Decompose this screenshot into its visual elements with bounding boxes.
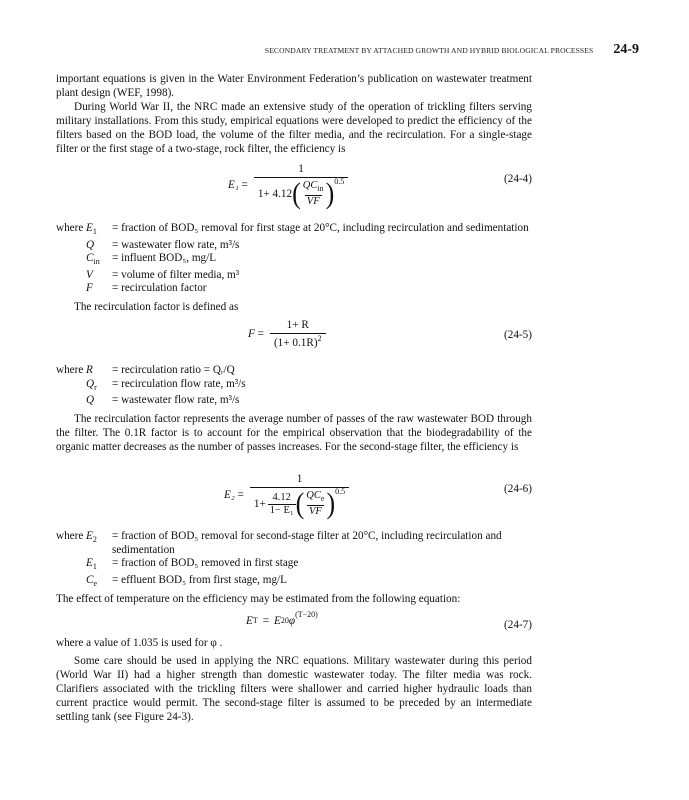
definitions-3 [56, 530, 532, 590]
def-row: $Q_r$ = recirculation flow rate, m³/s [86, 377, 246, 392]
def-row: $E_1$ = fraction of BOD₅ removed in first stage [86, 557, 299, 572]
eq3-inner-den: VF [308, 506, 322, 518]
eq4-rhs: E [274, 615, 281, 627]
eq1-inner-num: QC [302, 180, 318, 191]
eq1-inner-sub: in [317, 184, 324, 194]
eq3-lhs: E₂ [224, 489, 235, 502]
eq1-inner-den: VF [306, 196, 320, 208]
eq4-exponent: (T−20) [295, 610, 318, 619]
eq2-lhs: F [248, 328, 255, 340]
eq3-numerator: 1 [296, 473, 303, 485]
eq1-numerator: 1 [298, 163, 304, 175]
paragraph-7: Some care should be used in applying the NRC equations. Military wastewater during this period (World War II) had a higher strength than domestic wastewater today. The filter media was rock. Clarifiers associated with the trickling filters were shallower and carried higher hydraulic loads than current practice would permit. The second-stage filter is assumed to be preceded by an intermediate settling tank (see Figure 24-3). [56, 655, 532, 723]
def-row: $C_{in}$ = influent BOD₅, mg/L [86, 252, 217, 267]
def-row: F = recirculation factor [86, 282, 207, 295]
eq1-coef: 1+ 4.12 [257, 188, 293, 201]
eq4-lhs-sub: T [252, 616, 258, 625]
equation-24-5: F = 1+ R (1+ 0.1R) $^2$ (24-5) [248, 319, 532, 349]
running-header [56, 42, 639, 58]
equation-24-6: E₂ = 1 1+ $\frac{4.12}{\text{1− E₁}}$ ( $\frac{QC_e}{VF}$ ) $^{0.5}$ (24-6) [224, 473, 532, 521]
equation-24-7: E T = E 20 φ $^{(T-20)}$ (24-7) [246, 610, 532, 631]
eq1-lhs: E₁ [228, 179, 239, 192]
eq3-coef-den: 1− E₁ [269, 504, 294, 516]
def-row: Q = wastewater flow rate, m³/s [86, 394, 240, 407]
definitions-1 [56, 222, 532, 296]
page-number: 24-9 [613, 42, 639, 57]
eq2-exponent: 2 [317, 334, 322, 343]
eq4-number: (24-7) [504, 619, 532, 631]
eq4-lhs: E [246, 615, 253, 627]
paragraph-4: The recirculation factor represents the average number of passes of the raw wastewater BOD through the filter. The 0.1R factor is to account for the empirical observation that the biodegradability of the organic matter decreases as the number of passes increases. For the second-stage filter, the efficiency is [56, 413, 532, 453]
eq3-inner-num: QC [306, 490, 321, 501]
eq3-one: 1+ [253, 498, 266, 511]
text-block-1 [56, 72, 532, 156]
eq4-phi: φ [288, 615, 296, 627]
def-row: Q = wastewater flow rate, m³/s [86, 238, 240, 251]
running-title: SECONDARY TREATMENT BY ATTACHED GROWTH AND HYBRID BIOLOGICAL PROCESSES [264, 46, 594, 55]
text-block-6 [56, 636, 532, 650]
paragraph-1: important equations is given in the Water Environment Federation’s publication on wastewater treatment plant design (WEF, 1998). [56, 73, 532, 99]
paragraph-2: During World War II, the NRC made an extensive study of the operation of trickling filters serving military installations. From this study, empirical equations were developed to predict the efficiency of the filters based on the BOD load, the volume of the filter media, and the recirculation. For a single-stage filter or the first stage of a two-stage, rock filter, the efficiency is [56, 101, 532, 155]
eq3-number: (24-6) [504, 483, 532, 495]
eq2-denominator: (1+ 0.1R) [273, 337, 318, 349]
text-block-7 [56, 654, 532, 724]
eq4-rhs-sub: 20 [280, 616, 289, 625]
eq2-number: (24-5) [504, 329, 532, 341]
def-row: where $E_1$ = fraction of BOD₅ removal for first stage at 20°C, including recirculation and sedimentation [56, 222, 529, 237]
eq1-number: (24-4) [504, 173, 532, 185]
text-block-5 [56, 592, 532, 606]
def-row: where R = recirculation ratio = Qᵣ/Q [56, 364, 235, 376]
eq1-exponent: 0.5 [334, 177, 345, 187]
def-row: where $E_2$ = fraction of BOD₅ removal for second-stage filter at 20°C, including recirculation and sedimentation [56, 530, 502, 556]
paragraph-6: where a value of 1.035 is used for φ . [56, 637, 223, 649]
eq3-exponent: 0.5 [335, 487, 346, 497]
paragraph-5: The effect of temperature on the efficiency may be estimated from the following equation: [56, 593, 461, 605]
def-row: V = volume of filter media, m³ [86, 268, 240, 281]
def-row: $C_e$ = effluent BOD₅ from first stage, mg/L [86, 573, 287, 588]
paragraph-3: The recirculation factor is defined as [74, 301, 239, 313]
eq3-coef-num: 4.12 [272, 491, 291, 503]
eq2-numerator: 1+ R [286, 319, 309, 331]
text-block-3 [56, 300, 532, 314]
equation-24-4: E₁ = 1 1+ 4.12 ( $\frac{QC_{in}}{VF}$ ) $^{0.5}$ (24-4) [228, 163, 532, 211]
definitions-2 [56, 364, 532, 408]
text-block-4 [56, 412, 532, 454]
eq3-inner-sub: e [320, 494, 325, 504]
